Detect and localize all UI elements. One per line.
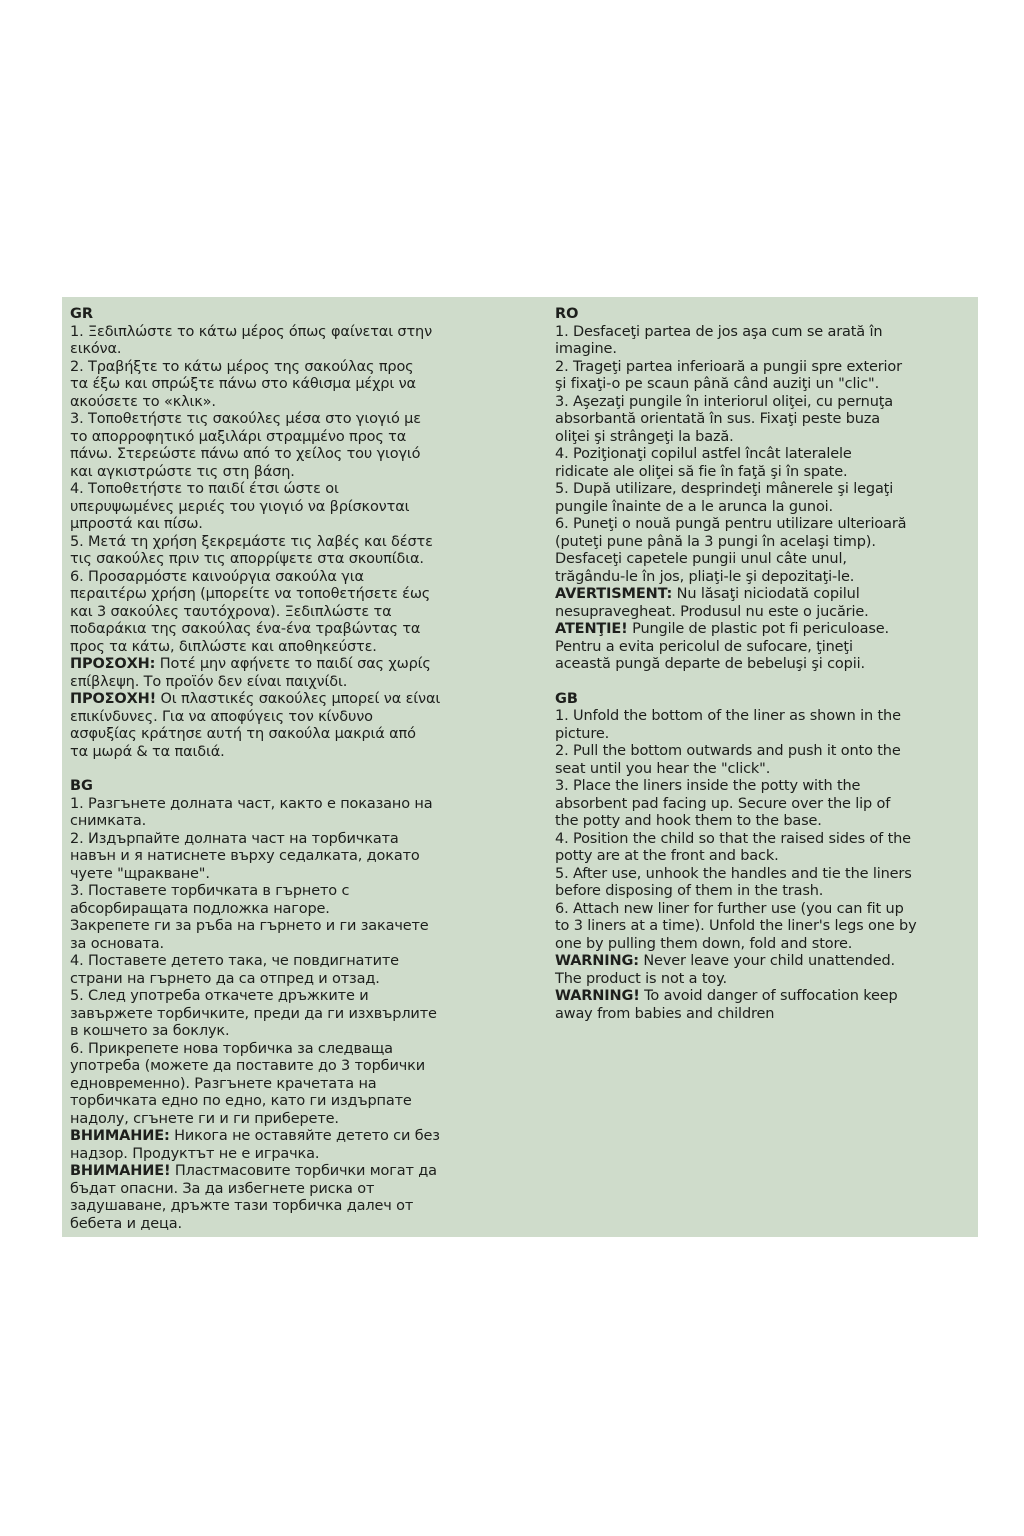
text-line: one by pulling them down, fold and store. [555, 935, 853, 952]
text-line: τα έξω και σπρώξτε πάνω στο κάθισμα μέχρι να [70, 376, 416, 392]
text-line: Закрепете ги за ръба на гърнето и ги закачете [70, 918, 429, 934]
text-line: бебета и деца. [70, 1215, 182, 1232]
text-line: ακούσετε το «κλικ». [70, 393, 216, 410]
section-gb [555, 691, 970, 1024]
text-line: pungile înainte de a le arunca la gunoi. [555, 498, 834, 515]
text-line: едновременно). Разгънете крачетата на [70, 1075, 377, 1092]
section-code: RO [555, 306, 579, 322]
text-line: πάνω. Στερεώστε πάνω από το χείλος του γιογιό [70, 446, 421, 462]
text-line: страни на гърнето да са отпред и отзад. [70, 970, 380, 987]
text-line: чуете "щракване". [70, 865, 210, 882]
warning-line [555, 586, 970, 604]
text-line: в кошчето за боклук. [70, 1023, 230, 1039]
warning-text: Never leave your child unattended. [638, 953, 895, 969]
text-line: навън и я натиснете върху седалката, докато [70, 848, 420, 864]
warning-text: Οι πλαστικές σακούλες μπορεί να είναι [156, 691, 441, 707]
warning-label: ΠΡΟΣΟΧΗ: [70, 656, 156, 672]
text-line: oliţei şi strângeţi la bază. [555, 428, 734, 445]
text-line: picture. [555, 725, 610, 742]
text-line: trăgându-le în jos, pliaţi-le şi depozitaţi-le. [555, 568, 855, 585]
text-line: και 3 σακούλες ταυτόχρονα). Ξεδιπλώστε τα [70, 603, 392, 620]
text-line: 6. Attach new liner for further use (you can fit up [555, 900, 904, 917]
text-line: The product is not a toy. [555, 970, 727, 987]
text-line: абсорбиращата подложка нагоре. [70, 900, 330, 917]
text-line: potty are at the front and back. [555, 848, 779, 864]
warning-text: Nu lăsaţi niciodată copilul [672, 586, 860, 602]
text-line: επίβλεψη. Το προϊόν δεν είναι παιχνίδι. [70, 673, 348, 690]
text-line: за основата. [70, 935, 164, 952]
text-line: absorbantă orientată în sus. Fixaţi peste buza [555, 411, 880, 427]
text-line: 5. Μετά τη χρήση ξεκρεμάστε τις λαβές και δέστε [70, 533, 433, 550]
text-line: υπερυψωμένες μεριές του γιογιό να βρίσκονται [70, 498, 410, 515]
warning-line [70, 1128, 515, 1146]
instructions-panel [62, 297, 978, 1237]
text-line: nesupravegheat. Produsul nu este o jucărie. [555, 603, 869, 620]
text-line: προς τα κάτω, διπλώστε και αποθηκεύστε. [70, 638, 377, 655]
text-line: Pentru a evita pericolul de sufocare, ţineţi [555, 638, 853, 655]
text-line: 5. След употреба откачете дръжките и [70, 988, 369, 1004]
text-line: μπροστά και πίσω. [70, 516, 203, 532]
warning-text: Никога не оставяйте детето си без [169, 1128, 440, 1144]
text-line: 3. Поставете торбичката в гърнето с [70, 883, 350, 899]
warning-label: ΠΡΟΣΟΧΗ! [70, 691, 157, 707]
warning-line [70, 1163, 515, 1181]
text-line: 2. Pull the bottom outwards and push it onto the [555, 743, 901, 759]
text-line: absorbent pad facing up. Secure over the lip of [555, 795, 891, 812]
text-line: (puteţi pune până la 3 pungi în acelaşi timp). [555, 533, 876, 550]
warning-text: Ποτέ μην αφήνετε το παιδί σας χωρίς [155, 656, 431, 672]
text-line: και αγκιστρώστε τις στη βάση. [70, 463, 295, 480]
text-line: 4. Τοποθετήστε το παιδί έτσι ώστε οι [70, 481, 339, 497]
warning-label: WARNING: [555, 953, 639, 969]
text-line: ασφυξίας κράτησε αυτή τη σακούλα μακριά από [70, 726, 416, 742]
warning-label: AVERTISMENT: [555, 586, 673, 602]
warning-text: To avoid danger of suffocation keep [639, 988, 898, 1004]
text-line: 4. Position the child so that the raised sides of the [555, 830, 911, 847]
text-line: ridicate ale oliţei să fie în faţă şi în spate. [555, 463, 848, 480]
warning-label: ATENŢIE! [555, 621, 628, 637]
text-line: 2. Trageţi partea inferioară a pungii spre exterior [555, 358, 902, 375]
warning-line [555, 988, 970, 1006]
text-line: τα μωρά & τα παιδιά. [70, 743, 225, 760]
warning-line [70, 691, 515, 709]
text-line: 1. Ξεδιπλώστε το κάτω μέρος όπως φαίνεται στην [70, 323, 433, 340]
text-line: before disposing of them in the trash. [555, 883, 824, 899]
text-line: 1. Разгънете долната част, както е показано на [70, 795, 433, 812]
text-line: 3. Τοποθετήστε τις σακούλες μέσα στο γιογιό με [70, 411, 421, 427]
text-line: завържете торбичките, преди да ги изхвърлите [70, 1005, 437, 1022]
text-line: 6. Puneţi o nouă pungă pentru utilizare ulterioară [555, 516, 907, 532]
text-line: εικόνα. [70, 341, 122, 357]
text-line: 5. After use, unhook the handles and tie the liners [555, 865, 912, 882]
section-code: GB [555, 690, 578, 707]
warning-label: ВНИМАНИЕ: [70, 1128, 170, 1144]
text-line: επικίνδυνες. Για να αποφύγεις τον κίνδυνο [70, 708, 373, 725]
text-line: to 3 liners at a time). Unfold the liner's legs one by [555, 918, 917, 934]
text-line: această pungă departe de bebeluşi şi copii. [555, 656, 865, 672]
warning-text: Пластмасовите торбички могат да [170, 1163, 437, 1179]
text-line: надзор. Продуктът не е играчка. [70, 1145, 320, 1162]
text-line: 3. Aşezaţi pungile în interiorul oliţei, cu pernuţa [555, 393, 894, 410]
text-line: бъдат опасни. За да избегнете риска от [70, 1180, 375, 1197]
text-line: задушаване, дръжте тази торбичка далеч от [70, 1198, 414, 1214]
warning-label: ВНИМАНИЕ! [70, 1163, 171, 1179]
text-line: 3. Place the liners inside the potty with the [555, 778, 861, 794]
text-line: away from babies and children [555, 1005, 775, 1022]
text-line: τις σακούλες πριν τις απορρίψετε στα σκουπίδια. [70, 551, 424, 567]
warning-label: WARNING! [555, 988, 640, 1004]
left-column [70, 306, 515, 1233]
text-line: 4. Поставете детето така, че повдигнатите [70, 953, 399, 969]
text-line: 6. Προσαρμόστε καινούργια σακούλα για [70, 568, 364, 585]
text-line: 1. Unfold the bottom of the liner as shown in the [555, 708, 901, 724]
text-line: снимката. [70, 813, 147, 829]
section-code: GR [70, 306, 94, 322]
text-line: торбичката едно по едно, като ги издърпате [70, 1093, 412, 1109]
text-line: the potty and hook them to the base. [555, 813, 822, 829]
text-line: 2. Издърпайте долната част на торбичката [70, 830, 399, 847]
section-code: BG [70, 778, 93, 794]
text-line: imagine. [555, 341, 617, 357]
text-line: το απορροφητικό μαξιλάρι στραμμένο προς τα [70, 428, 407, 445]
warning-text: Pungile de plastic pot fi periculoase. [627, 621, 890, 637]
text-line: şi fixaţi-o pe scaun până când auziţi un "clic". [555, 376, 880, 392]
warning-line [555, 953, 970, 971]
text-line: употреба (можете да поставите до 3 торбички [70, 1058, 426, 1074]
section-bg [70, 778, 515, 1233]
text-line: 4. Poziţionaţi copilul astfel încât lateralele [555, 446, 852, 462]
section-gr [70, 306, 515, 761]
section-ro [555, 306, 970, 674]
warning-line [555, 621, 970, 639]
text-line: Desfaceţi capetele pungii unul câte unul, [555, 551, 847, 567]
text-line: ποδαράκια της σακούλας ένα-ένα τραβώντας τα [70, 621, 421, 637]
text-line: seat until you hear the "click". [555, 760, 771, 777]
warning-line [70, 656, 515, 674]
text-line: надолу, сгънете ги и ги приберете. [70, 1110, 339, 1127]
text-line: 6. Прикрепете нова торбичка за следваща [70, 1040, 393, 1057]
text-line: 5. După utilizare, desprindeţi mânerele şi legaţi [555, 481, 894, 497]
text-line: 2. Τραβήξτε το κάτω μέρος της σακούλας προς [70, 358, 414, 375]
text-line: 1. Desfaceţi partea de jos aşa cum se arată în [555, 323, 883, 340]
right-column [555, 306, 970, 1023]
text-line: περαιτέρω χρήση (μπορείτε να τοποθετήσετε έως [70, 586, 431, 602]
